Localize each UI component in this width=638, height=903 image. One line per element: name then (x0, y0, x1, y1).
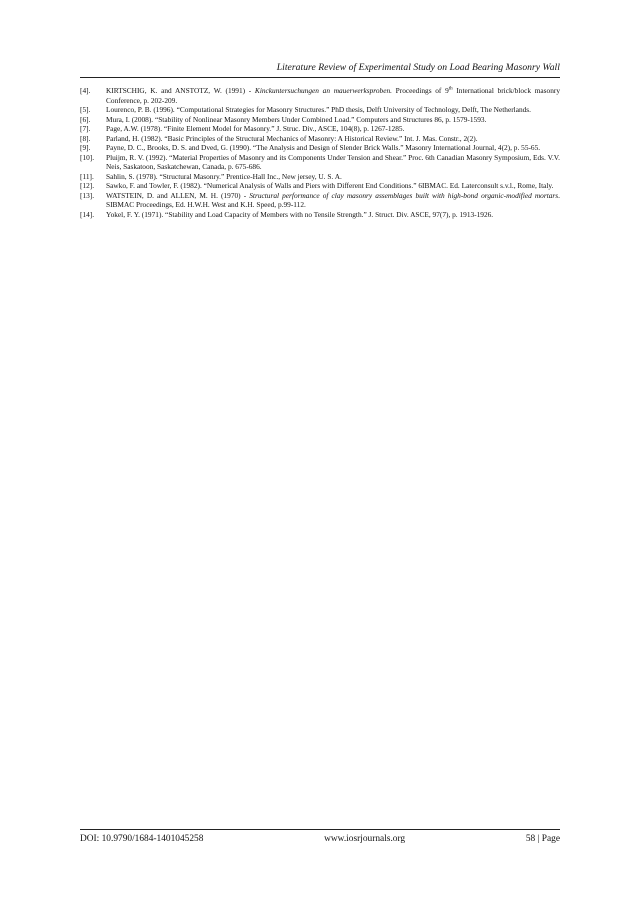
reference-text: Sawko, F. and Towler, F. (1982). “Numerical Analysis of Walls and Piers with Different End Conditions.” 6IBMAC. Ed. Laterconsult s.v.l., Rome, Italy. (106, 181, 554, 190)
reference-text: Pluijm, R. V. (1992). “Material Properties of Masonry and its Components Under Tension and Shear.” Proc. 6th Canadian Masonry Symposium, Eds. V.V. Neis, Saskatoon, Saskatchewan, Canada, p. 675-686. (106, 152, 560, 171)
reference-item (80, 143, 560, 153)
reference-text: Yokel, F. Y. (1971). “Stability and Load Capacity of Members with no Tensile Strength.” J. Struct. Div. ASCE, 97(7), p. 1913-1926. (106, 209, 494, 219)
reference-number: [13]. (80, 190, 95, 200)
reference-number: [10]. (80, 152, 95, 162)
reference-text: Parland, H. (1982). “Basic Principles of the Structural Mechanics of Masonry: A Historical Review.” Int. J. Mas. Constr., 2(2). (106, 133, 478, 143)
reference-text: Mura, I. (2008). “Stability of Nonlinear Masonry Members Under Combined Load.” Computers and Structures 86, p. 1579-1593. (106, 114, 487, 124)
reference-number: [8]. (80, 133, 91, 143)
header-divider (80, 77, 560, 78)
reference-list (80, 86, 560, 219)
footer-page-number: 58 | Page (525, 834, 560, 844)
reference-item (80, 172, 560, 182)
reference-number: [12]. (80, 181, 95, 190)
reference-number: [5]. (80, 105, 91, 114)
reference-number: [9]. (80, 143, 91, 152)
page-footer (80, 834, 560, 844)
footer-divider (80, 829, 560, 830)
reference-item (80, 105, 560, 115)
reference-number: [7]. (80, 124, 91, 133)
reference-number: [14]. (80, 209, 95, 219)
reference-item (80, 124, 560, 134)
reference-text: Lourenco, P. B. (1996). “Computational Strategies for Masonry Structures.” PhD thesis, Delft University of Technology, Delft, The Netherlands. (106, 105, 531, 114)
reference-item (80, 134, 560, 144)
reference-text: Page, A.W. (1978). “Finite Element Model for Masonry.” J. Struc. Div., ASCE, 104(8), p. 1267-1285. (106, 124, 405, 133)
reference-italic-title: Kinckuntersuchungen an mauerwerksproben. (254, 86, 392, 95)
reference-item (80, 153, 560, 172)
reference-item (80, 181, 560, 191)
reference-number: [4]. (80, 86, 91, 95)
reference-number: [11]. (80, 171, 94, 181)
reference-number: [6]. (80, 114, 91, 124)
reference-text: Sahlin, S. (1978). “Structural Masonry.” Prentice-Hall Inc., New jersey, U. S. A. (106, 171, 342, 181)
reference-italic-title: Structural performance of clay masonry assemblages built with high-bond organic-modified mortars (249, 190, 559, 200)
footer-doi: DOI: 10.9790/1684-1401045258 (80, 834, 204, 844)
reference-item (80, 86, 560, 105)
ordinal-superscript: th (448, 86, 453, 92)
reference-text: Payne, D. C., Brooks, D. S. and Dved, G. (1990). “The Analysis and Design of Slender Brick Walls.” Masonry International Journal, 4(2), p. 55-65. (106, 143, 541, 152)
reference-item (80, 115, 560, 125)
reference-text: WATSTEIN, D. and ALLEN, M. H. (1970) - Structural performance of clay masonry assemblages built with high-bond organic-modified mortars. SIBMAC Proceedings, Ed. H.W.H. West and K.H. Speed, p.99-112. (106, 190, 560, 209)
reference-text: KIRTSCHIG, K. and ANSTOTZ, W. (1991) - Kinckuntersuchungen an mauerwerksproben. Proceedings of 9th International brick/block masonry Conference, p. 202-209. (106, 86, 560, 105)
running-header-title: Literature Review of Experimental Study on Load Bearing Masonry Wall (276, 62, 560, 73)
reference-item (80, 210, 560, 220)
footer-website-link[interactable]: www.iosrjournals.org (324, 834, 406, 844)
reference-item (80, 191, 560, 210)
